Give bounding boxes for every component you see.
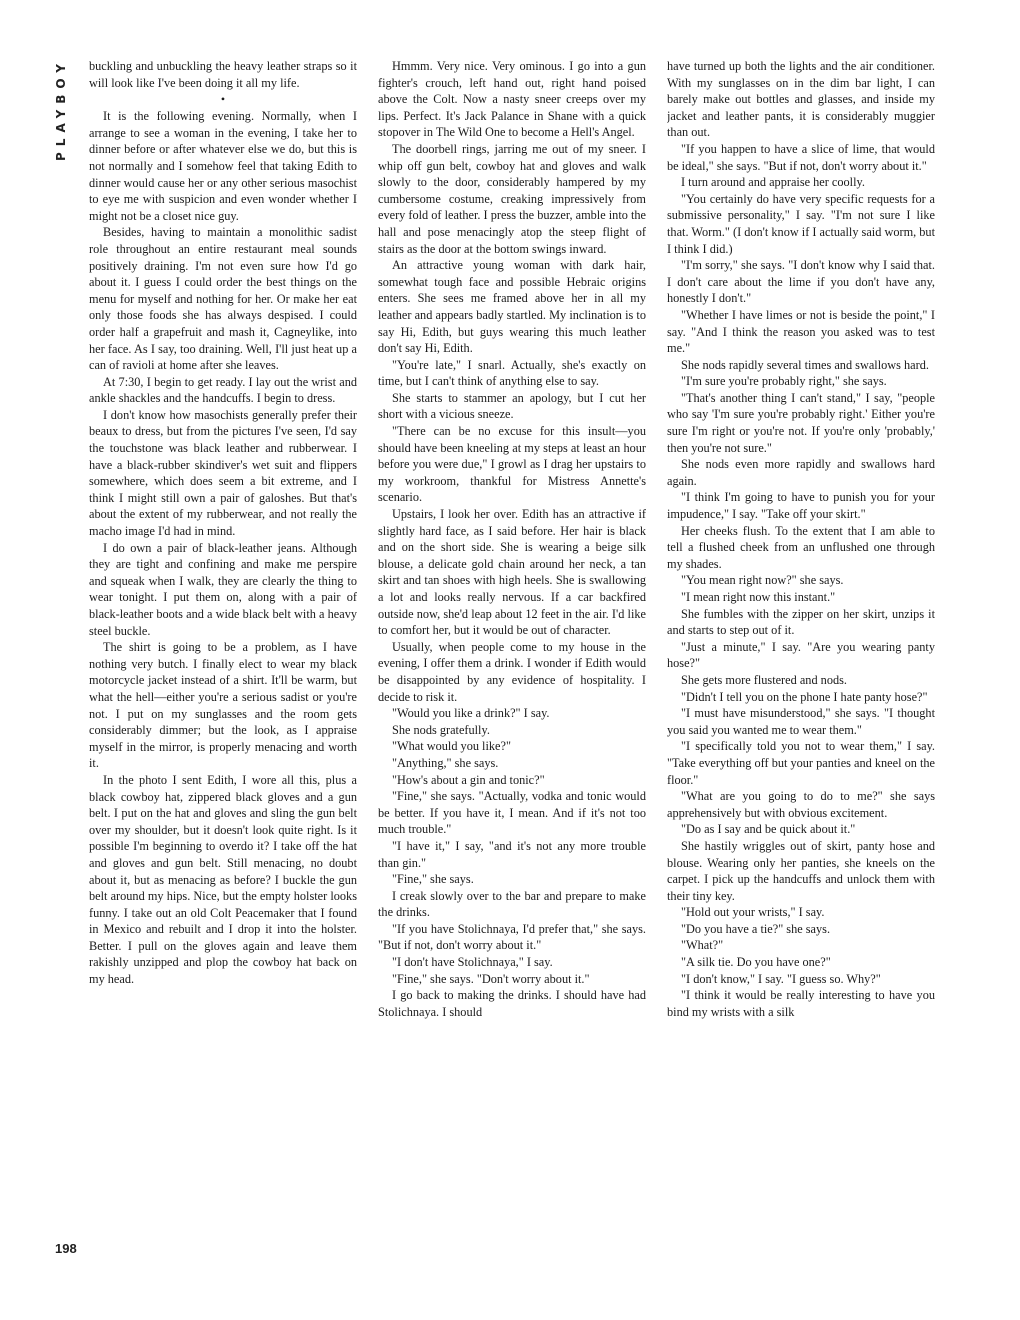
paragraph: "Do as I say and be quick about it." (681, 822, 856, 837)
paragraph: "You certainly do have very specific requests for a submissive personality," I say. "I'm not sure I like that. Worm." (I don't know if I actually said worm, but I think I did.) (667, 191, 935, 256)
paragraph: It is the following evening. Normally, when I arrange to see a woman in the evening, I take her to dinner before or after whatever else we do, but this is not normally and I somehow feel that taking Edith to dinner would cause her or any other serious masochist to eye me with suspicion and even wonder whether I might not be a closet nice guy. (89, 109, 357, 223)
paragraph: Besides, having to maintain a monolithic sadist role throughout an entire restaurant meal sounds positively draining. I'm not even sure how I'd go about it. I guess I could order the best things on the menu for myself and nothing for her. Or make her eat only those foods she has always despised. I could order half a grapefruit and mash it, Cagneylike, into her face. As I say, too draining. Well, I'll just heat up a can of ravioli at home after she leaves. (89, 225, 357, 373)
page-number: 198 (55, 1241, 77, 1256)
paragraph: have turned up both the lights and the air conditioner. With my sunglasses on in the dim bar light, I can barely make out bottles and glasses, and inside my jacket and leather pants, it is considerably muggier than out. (667, 59, 935, 140)
paragraph: "A silk tie. Do you have one?" (681, 955, 831, 970)
paragraph: She fumbles with the zipper on her skirt, unzips it and starts to step out of it. (667, 606, 935, 638)
paragraph: "If you have Stolichnaya, I'd prefer that," she says. "But if not, don't worry about it." (378, 921, 646, 953)
paragraph: "I specifically told you not to wear them," I say. "Take everything off but your panties and kneel on the floor." (667, 739, 935, 787)
paragraph: I creak slowly over to the bar and prepare to make the drinks. (378, 888, 646, 920)
text-column-3 (667, 58, 935, 1268)
paragraph: At 7:30, I begin to get ready. I lay out the wrist and ankle shackles and the handcuffs. I begin to dress. (89, 374, 357, 406)
paragraph: "What are you going to do to me?" she says apprehensively but with obvious excitement. (667, 789, 935, 820)
paragraph: I don't know how masochists generally prefer their beaux to dress, but from the pictures I've seen, I'd say the touchstone was black leather and rubberwear. I have a black-rubber skindiver's wet suit and flippers somewhere, which does seem a bit extreme, and I think I might still own a pair of galoshes. But that's about the extent of my rubberwear, and not really the macho image I'd had in mind. (89, 407, 357, 539)
paragraph: "I'm sorry," she says. "I don't know why I said that. I don't care about the lime if you don't have any, honestly I don't." (667, 258, 935, 306)
paragraph: "Fine," she says. "Don't worry about it." (392, 971, 590, 986)
paragraph: The doorbell rings, jarring me out of my sneer. I whip off gun belt, cowboy hat and gloves and walk slowly to the door, considerably hampered by my cumbersome costume, creaking impressively from every fold of leather. I press the buzzer, amble into the hall and pose menacingly atop the steep flight of stairs as the door at the bottom swings inward. (378, 141, 646, 256)
paragraph: She starts to stammer an apology, but I cut her short with a vicious sneeze. (378, 390, 646, 422)
paragraph: "There can be no excuse for this insult—you should have been kneeling at my steps at least an hour before you were due," I growl as I drag her upstairs to my workroom, thankful for Mistress Annette's scenario. (378, 424, 646, 505)
paragraph: "What would you like?" (392, 739, 511, 754)
paragraph: She nods gratefully. (392, 722, 490, 737)
paragraph: The shirt is going to be a problem, as I have nothing very butch. I finally elect to wear my black motorcycle jacket instead of a shirt. It'll be warm, but what the hell—either you're a serious sadist or you're not. I put on my sunglasses and the room gets considerably dimmer; but the look, as I appraise myself in the mirror, is properly menacing and worth it. (89, 640, 357, 771)
paragraph: Usually, when people come to my house in the evening, I offer them a drink. I wonder if Edith would be disappointed by any evidence of hospitality. I decide to risk it. (378, 639, 646, 704)
paragraph: "I think it would be really interesting to have you bind my wrists with a silk (667, 988, 935, 1019)
paragraph: She nods rapidly several times and swallows hard. (681, 357, 929, 372)
paragraph: "I don't have Stolichnaya," I say. (392, 955, 553, 970)
paragraph: "You're late," I snarl. Actually, she's exactly on time, but I can't think of anything else to say. (378, 357, 646, 389)
paragraph: "I have it," I say, "and it's not any more trouble than gin." (378, 838, 646, 870)
paragraph: "I think I'm going to have to punish you for your impudence," I say. "Take off your skirt." (667, 490, 935, 522)
paragraph: "You mean right now?" she says. (681, 573, 844, 588)
paragraph: "Would you like a drink?" I say. (392, 706, 550, 721)
paragraph: An attractive young woman with dark hair, somewhat tough face and possible Hebraic origins enters. She sees me framed above her in all my leather and appears badly startled. My inclination is to say Hi, Edith, but guys wearing this much leather don't say Hi, Edith. (378, 258, 646, 356)
paragraph: "What?" (681, 938, 724, 953)
paragraph: "I'm sure you're probably right," she says. (681, 374, 887, 389)
paragraph: "Didn't I tell you on the phone I hate panty hose?" (681, 689, 928, 704)
paragraph: I do own a pair of black-leather jeans. Although they are tight and confining and make me perspire and squeak when I walk, they are clearly the thing to wear tonight. I put them on, along with a pair of black-leather boots and a wide black belt with a heavy steel buckle. (89, 540, 357, 638)
paragraph: "If you happen to have a slice of lime, that would be ideal," she says. "But if not, don't worry about it." (667, 141, 935, 173)
paragraph: Hmmm. Very nice. Very ominous. I go into a gun fighter's crouch, left hand out, right hand poised above the Colt. Now a nasty sneer creeps over my lips. Perfect. It's Jack Palance in Shane with a quick stopover in The Wild One to become a Hell's Angel. (378, 59, 646, 140)
paragraph: Upstairs, I look her over. Edith has an attractive if slightly hard face, as I said before. Her hair is black and on the short side. She is wearing a beige silk blouse, a delicate gold chain around her neck, a tan skirt and tan shoes with high heels. She is swallowing a lot and looks really nervous. If a car backfired outside now, she'd leap about 12 feet in the air. I'd like to comfort her, but it would be out of character. (378, 507, 646, 638)
paragraph: She nods even more rapidly and swallows hard again. (667, 457, 935, 488)
paragraph: She gets more flustered and nods. (681, 672, 847, 687)
section-break-bullet: • (220, 92, 226, 107)
paragraph: "Hold out your wrists," I say. (681, 905, 825, 920)
paragraph: "Just a minute," I say. "Are you wearing panty hose?" (667, 639, 935, 671)
paragraph: Her cheeks flush. To the extent that I am able to tell a flushed cheek from an unflushed one through my shades. (667, 523, 935, 571)
masthead-playboy: PLAYBOY (54, 58, 68, 161)
paragraph: "Fine," she says. "Actually, vodka and tonic would be better. If you have it, I mean. And if it's not too much trouble." (378, 789, 646, 837)
paragraph: "Whether I have limes or not is beside the point," I say. "And I think the reason you asked was to test me." (667, 307, 935, 356)
text-column-2 (378, 58, 646, 1268)
paragraph: "I must have misunderstood," she says. "I thought you said you wanted me to wear them." (667, 706, 935, 737)
paragraph: In the photo I sent Edith, I wore all this, plus a black cowboy hat, zippered black gloves and a gun belt. I put on the hat and gloves and sling the gun belt over my shoulder, but it doesn't look quite right. Is it possible I'm beginning to overdo it? I take off the hat and gloves and gun belt. Still menacing, no doubt about it, but as menacing as before? I buckle the gun belt around my hips. Nice, but the empty holster looks funny. I take out an old Colt Peacemaker that I found in Mexico and rebuilt and I drop it into the holster. Better. I pull on the gloves again and leave them rakishly unzipped and plop the cowboy hat back on my head. (89, 772, 357, 987)
paragraph: buckling and unbuckling the heavy leather straps so it will look like I've been doing it all my life. (89, 59, 357, 90)
paragraph: "I don't know," I say. "I guess so. Why?" (681, 971, 881, 986)
paragraph: "How's about a gin and tonic?" (392, 772, 545, 787)
paragraph: "That's another thing I can't stand," I say, "people who say 'I'm sure you're probably right.' Either you're sure I'm right or you're not. If you're only 'probably,' then you're not sure." (667, 390, 935, 455)
paragraph: I turn around and appraise her coolly. (681, 175, 865, 190)
paragraph: "Anything," she says. (392, 755, 499, 770)
paragraph: I go back to making the drinks. I should have had Stolichnaya. I should (378, 988, 646, 1019)
paragraph: "Do you have a tie?" she says. (681, 921, 831, 936)
text-column-1 (89, 58, 357, 1268)
paragraph: "I mean right now this instant." (681, 590, 836, 604)
paragraph: She hastily wriggles out of skirt, panty hose and blouse. Wearing only her panties, she kneels on the carpet. I pick up the handcuffs and unlock them with their tiny key. (667, 838, 935, 903)
paragraph: "Fine," she says. (392, 872, 474, 887)
